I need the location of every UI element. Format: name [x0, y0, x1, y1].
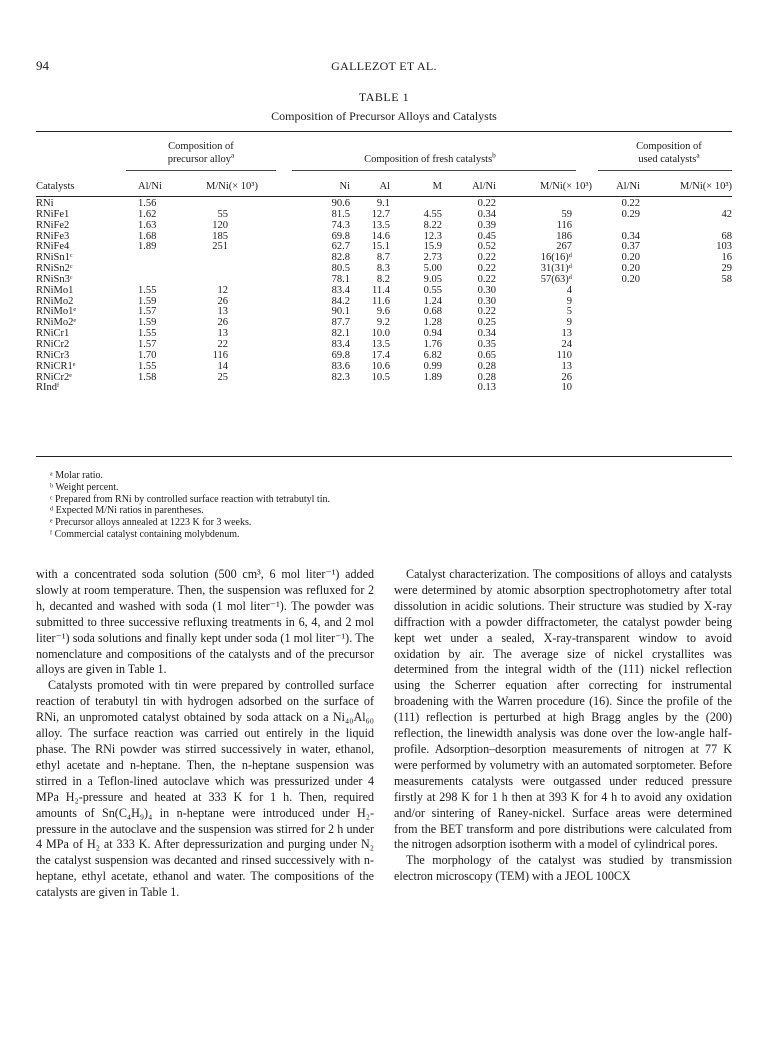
table-title: Composition of Precursor Alloys and Catalysts: [271, 109, 497, 123]
catalyst-name-cell: RNiSn2ᶜ: [36, 263, 73, 275]
catalyst-name-cell: RNiFe3: [36, 230, 70, 242]
table-cell: 69.8: [331, 349, 350, 361]
table-cell: 87.7: [331, 317, 350, 329]
table-cell: 186: [556, 230, 572, 242]
used-group-rule: [598, 170, 732, 171]
table-cell: 0.55: [423, 284, 442, 296]
fresh-group-rule: [292, 170, 576, 171]
catalyst-name-cell: RNiFe4: [36, 241, 70, 253]
table-cell: 78.1: [331, 273, 350, 285]
table-cell: 26: [217, 295, 228, 307]
group-header-fresh: Composition of fresh catalysts$^b$: [364, 150, 496, 165]
catalyst-name-cell: RNiSn1ᶜ: [36, 252, 73, 264]
table-cell: 62.7: [331, 241, 350, 253]
table-cell: 185: [212, 230, 228, 242]
group-header-used: [604, 140, 734, 166]
table-cell: [598, 329, 646, 340]
table-cell: [646, 307, 732, 318]
table-cell: 42: [721, 208, 732, 220]
table-cell: 0.39: [477, 219, 496, 231]
table-cell: [126, 253, 202, 264]
table-cell: [646, 383, 732, 394]
table-cell: 1.70: [138, 349, 157, 361]
table-cell: 13.5: [371, 338, 390, 350]
table-row: [36, 362, 732, 373]
table-cell: 8.2: [376, 273, 390, 285]
table-cell: 1.62: [138, 208, 157, 220]
table-cell: 116: [556, 219, 572, 231]
table-cell: [202, 253, 262, 264]
table-cell: 10: [561, 382, 572, 394]
table-top-rule: [36, 131, 732, 132]
table-cell: 0.34: [477, 208, 496, 220]
table-body: [36, 199, 732, 394]
table-cell: 68: [721, 230, 732, 242]
table-cell: 0.68: [423, 306, 442, 318]
catalyst-name-cell: RNiFe1: [36, 208, 70, 220]
catalyst-name-cell: RNiMo2: [36, 295, 74, 307]
table-cell: 82.1: [331, 328, 350, 340]
table-cell: [646, 221, 732, 232]
table-cell: 4.55: [423, 208, 442, 220]
table-cell: 29: [721, 263, 732, 275]
table-cell: 0.28: [477, 360, 496, 372]
table-cell: [646, 340, 732, 351]
table-cell: [598, 297, 646, 308]
table-cell: 84.2: [331, 295, 350, 307]
table-cell: 57(63)ᵈ: [540, 273, 572, 285]
table-cell: 11.4: [372, 284, 390, 296]
table-cell: 1.55: [138, 328, 157, 340]
footnote: ᵈ Expected M/Ni ratios in parentheses.: [50, 505, 204, 517]
table-cell: 0.28: [477, 371, 496, 383]
table-cell: 13: [561, 360, 572, 372]
table-cell: 90.1: [331, 306, 350, 318]
table-cell: [646, 297, 732, 308]
table-cell: 0.22: [477, 306, 496, 318]
running-head: GALLEZOT ET AL.: [331, 59, 437, 73]
table-cell: 58: [721, 273, 732, 285]
table-cell: [598, 373, 646, 384]
table-cell: 9.2: [376, 317, 390, 329]
table-cell: 0.30: [477, 295, 496, 307]
table-cell: 13: [217, 328, 228, 340]
table-cell: [598, 383, 646, 394]
table-cell: [646, 199, 732, 210]
table-cell: 5.00: [423, 263, 442, 275]
column-header: Al/Ni: [138, 181, 162, 192]
body-paragraph: Catalyst characterization. The compositions of alloys and catalysts were determined by atomic absorption spectrophotometry after total dissolution in acidic solutions. Their structure was studied by X-ray diffraction with a powder diffractometer, the catalyst powder being kept wet under a sealed, X-ray-transparent window to avoid oxidation by air. The average size of nickel crystallites was determined from the integral width of the (111) nickel reflection using the Scherrer equation after correcting for instrumental broadening with the Warren procedure (16). Since the profile of the (111) reflection is perturbed at high Bragg angles by the (200) reflection, the linewidth analysis was done over the low-angle half-profile. Adsorption–desorption measurements of nitrogen at 77 K were performed by volumetry with an automated sorptometer. Before measurements catalysts were outgassed under reduced pressure firstly at 298 K for 1 h then at 393 K for 4 h to avoid any oxidation and/or sintering of Raney-nickel. Surface areas were determined from the BET transform and pore distributions were calculated from the nitrogen adsorption isotherm with a model of cylindrical pores.: [394, 567, 732, 852]
footnote: ᵇ Weight percent.: [50, 481, 119, 493]
catalyst-name-cell: RNiCr2ᵉ: [36, 371, 72, 383]
catalyst-name-cell: RNiMo2ᵉ: [36, 317, 77, 329]
group-header-used-line1: Composition of: [636, 141, 702, 152]
catalyst-name-cell: RNiCr1: [36, 328, 70, 340]
table-cell: [126, 383, 202, 394]
table-cell: 103: [716, 241, 732, 253]
table-cell: [646, 286, 732, 297]
table-cell: 59: [561, 208, 572, 220]
table-cell: [126, 264, 202, 275]
table-cell: 4: [566, 284, 572, 296]
table-cell: 14: [217, 360, 228, 372]
column-header: Al/Ni: [472, 181, 496, 192]
table-cell: [598, 307, 646, 318]
table-cell: 267: [556, 241, 572, 253]
table-cell: 26: [561, 371, 572, 383]
group-header-precursor-line2: precursor alloy$^a$: [167, 150, 235, 165]
table-cell: [202, 199, 262, 210]
group-header-precursor: [128, 140, 274, 166]
table-cell: 16(16)ᵈ: [540, 252, 572, 264]
table-cell: [598, 286, 646, 297]
table-cell: 12: [217, 284, 228, 296]
table-cell: [202, 275, 262, 286]
table-cell: [262, 383, 354, 394]
right-text-column: [394, 567, 732, 885]
table-cell: [354, 383, 398, 394]
catalyst-name-cell: RIndᶠ: [36, 382, 60, 394]
page-number: 94: [36, 58, 49, 73]
table-cell: 12.3: [423, 230, 442, 242]
column-header: M/Ni(× 10³): [206, 181, 258, 192]
table-cell: 9: [566, 295, 572, 307]
table-cell: 0.65: [477, 349, 496, 361]
column-header: Al: [379, 181, 390, 192]
table-cell: 9: [566, 317, 572, 329]
table-cell: 1.28: [423, 317, 442, 329]
table-cell: [598, 362, 646, 373]
table-cell: 0.22: [621, 198, 640, 209]
table-cell: 1.89: [423, 371, 442, 383]
table-cell: 0.13: [477, 382, 496, 394]
table-cell: 0.22: [477, 263, 496, 275]
table-cell: 81.5: [331, 208, 350, 220]
table-cell: 120: [212, 219, 228, 231]
footnote: ᶠ Commercial catalyst containing molybdenum.: [50, 528, 240, 540]
catalyst-name-cell: RNiMo1: [36, 284, 74, 296]
table-row: [36, 383, 732, 394]
table-cell: 0.22: [477, 252, 496, 264]
table-cell: 1.57: [138, 338, 157, 350]
precursor-group-rule: [126, 170, 276, 171]
table-cell: [646, 373, 732, 384]
table-cell: 26: [217, 317, 228, 329]
table-cell: 90.6: [331, 198, 350, 209]
table-bottom-rule: [36, 456, 732, 457]
table-cell: 16: [721, 252, 732, 264]
table-cell: 10.6: [371, 360, 390, 372]
table-cell: 0.99: [423, 360, 442, 372]
table-row: [36, 221, 732, 232]
table-cell: [646, 362, 732, 373]
footnote: ᵃ Molar ratio.: [50, 470, 103, 481]
table-cell: 1.24: [423, 295, 442, 307]
table-cell: 8.3: [376, 263, 390, 275]
table-cell: 82.3: [331, 371, 350, 383]
body-paragraph: The morphology of the catalyst was studied by transmission electron microscopy (TEM) with a JEOL 100CX: [394, 853, 732, 884]
column-header: Al/Ni: [616, 181, 640, 192]
table-cell: 17.4: [371, 349, 390, 361]
table-cell: 10.0: [371, 328, 390, 340]
table-cell: 1.59: [138, 295, 157, 307]
table-cell: 0.35: [477, 338, 496, 350]
body-paragraph: with a concentrated soda solution (500 cm³, 6 mol liter⁻¹) added slowly at room temperature. Then, the suspension was refluxed for 2 h, decanted and washed with soda (1 mol liter⁻¹). The powder was submitted to three successive refluxing treatments in 6, 4, and 2 mol liter⁻¹) soda solutions and finally kept under soda (1 mol liter⁻¹). The nomenclature and compositions of the catalysts and of the precursor alloys are given in Table 1.: [36, 567, 374, 677]
table-cell: 0.34: [621, 230, 640, 242]
table-cell: 116: [212, 349, 228, 361]
catalyst-name-cell: RNiCr3: [36, 349, 70, 361]
header-bottom-rule: [36, 196, 732, 197]
table-cell: 55: [217, 208, 228, 220]
table-cell: 12.7: [371, 208, 390, 220]
table-cell: [646, 329, 732, 340]
table-cell: 0.20: [621, 273, 640, 285]
table-cell: 14.6: [371, 230, 390, 242]
table-cell: 0.37: [621, 241, 640, 253]
table-cell: 1.55: [138, 360, 157, 372]
table-row: [36, 373, 732, 384]
table-cell: 13: [561, 328, 572, 340]
table-cell: 251: [212, 241, 228, 253]
table-cell: [598, 318, 646, 329]
table-cell: 80.5: [331, 263, 350, 275]
table-cell: 6.82: [423, 349, 442, 361]
table-cell: 15.9: [423, 241, 442, 253]
table-cell: 24: [561, 338, 572, 350]
table-cell: 83.6: [331, 360, 350, 372]
group-header-precursor-line1: Composition of: [168, 141, 234, 152]
table-cell: 15.1: [371, 241, 390, 253]
column-header: Ni: [339, 181, 350, 192]
column-header: M/Ni(× 10³): [540, 181, 592, 192]
table-cell: [646, 351, 732, 362]
table-cell: 1.59: [138, 317, 157, 329]
table-cell: [498, 199, 598, 210]
column-header: Catalysts: [36, 181, 75, 192]
table-cell: 0.29: [621, 208, 640, 220]
table-cell: 69.8: [331, 230, 350, 242]
table-cell: 74.3: [331, 219, 350, 231]
catalyst-name-cell: RNiCr2: [36, 338, 70, 350]
table-cell: 0.20: [621, 252, 640, 264]
table-cell: 1.68: [138, 230, 157, 242]
table-cell: [646, 318, 732, 329]
table-cell: 0.34: [477, 328, 496, 340]
table-cell: 0.94: [423, 328, 442, 340]
catalyst-name-cell: RNiSn3ᶜ: [36, 273, 73, 285]
table-cell: 1.57: [138, 306, 157, 318]
table-footnotes: [50, 470, 330, 541]
table-cell: 11.6: [372, 295, 390, 307]
table-cell: 1.76: [423, 338, 442, 350]
table-cell: 5: [566, 306, 572, 318]
table-cell: 8.22: [423, 219, 442, 231]
table-cell: 8.7: [376, 252, 390, 264]
composition-table: [36, 182, 732, 394]
table-cell: 13.5: [371, 219, 390, 231]
left-text-column: [36, 567, 374, 901]
table-cell: 83.4: [331, 338, 350, 350]
catalyst-name-cell: RNiMo1ᵉ: [36, 306, 77, 318]
table-label: TABLE 1: [358, 90, 410, 104]
catalyst-name-cell: RNiCR1ᵉ: [36, 360, 76, 372]
table-cell: 22: [217, 338, 228, 350]
column-header: M/Ni(× 10³): [680, 181, 732, 192]
table-cell: 2.73: [423, 252, 442, 264]
table-cell: 9.6: [376, 306, 390, 318]
catalyst-name-cell: RNiFe2: [36, 219, 70, 231]
table-cell: 0.52: [477, 241, 496, 253]
table-cell: [202, 383, 262, 394]
table-cell: 0.30: [477, 284, 496, 296]
table-row: [36, 286, 732, 297]
table-cell: 0.22: [477, 198, 496, 209]
table-cell: 10.5: [371, 371, 390, 383]
table-cell: 0.20: [621, 263, 640, 275]
table-cell: 1.56: [138, 198, 157, 209]
table-cell: 0.45: [477, 230, 496, 242]
table-cell: 13: [217, 306, 228, 318]
table-cell: 25: [217, 371, 228, 383]
table-cell: [598, 340, 646, 351]
table-cell: 1.58: [138, 371, 157, 383]
body-paragraph: Catalysts promoted with tin were prepared by controlled surface reaction of terabutyl tin with hydrogen adsorbed on the surface of RNi, an unpromoted catalyst obtained by soda attack on a Ni₄₀Al₆₀ alloy. The surface reaction was carried out entirely in the liquid phase. The RNi powder was stirred successively in water, ethanol, ethyl acetate and n-heptane. Then, the n-heptane suspension was stirred in a Teflon-lined autoclave which was pressurized under 4 MPa H₂-pressure and heated at 333 K for 1 h. Then, required amounts of Sn(C₄H₉)₄ in n-heptane were introduced under H₂-pressure in the autoclave and the suspension was stirred for 2 h under 4 MPa of H₂ at 333 K. After depressurization and purging under N₂ the catalyst suspension was decanted and rinsed successively with n-heptane, ethyl acetate, ethanol and water. The compositions of the catalysts are given in Table 1.: [36, 678, 374, 900]
table-cell: [598, 221, 646, 232]
table-cell: 110: [556, 349, 572, 361]
table-cell: 1.55: [138, 284, 157, 296]
group-header-used-line2: used catalysts$^a$: [638, 150, 700, 165]
table-cell: [598, 351, 646, 362]
table-cell: 83.4: [331, 284, 350, 296]
table-cell: 1.63: [138, 219, 157, 231]
table-cell: 82.8: [331, 252, 350, 264]
column-header: M: [432, 181, 442, 192]
footnote: ᵉ Precursor alloys annealed at 1223 K for 3 weeks.: [50, 517, 252, 529]
table-cell: 9.05: [423, 273, 442, 285]
table-cell: 1.89: [138, 241, 157, 253]
table-cell: 0.22: [477, 273, 496, 285]
table-cell: 9.1: [376, 198, 390, 209]
table-cell: [202, 264, 262, 275]
catalyst-name-cell: RNi: [36, 198, 54, 209]
table-cell: [398, 383, 450, 394]
footnote: ᶜ Prepared from RNi by controlled surface reaction with tetrabutyl tin.: [50, 493, 330, 505]
table-cell: 31(31)ᵈ: [540, 263, 572, 275]
table-cell: 0.25: [477, 317, 496, 329]
